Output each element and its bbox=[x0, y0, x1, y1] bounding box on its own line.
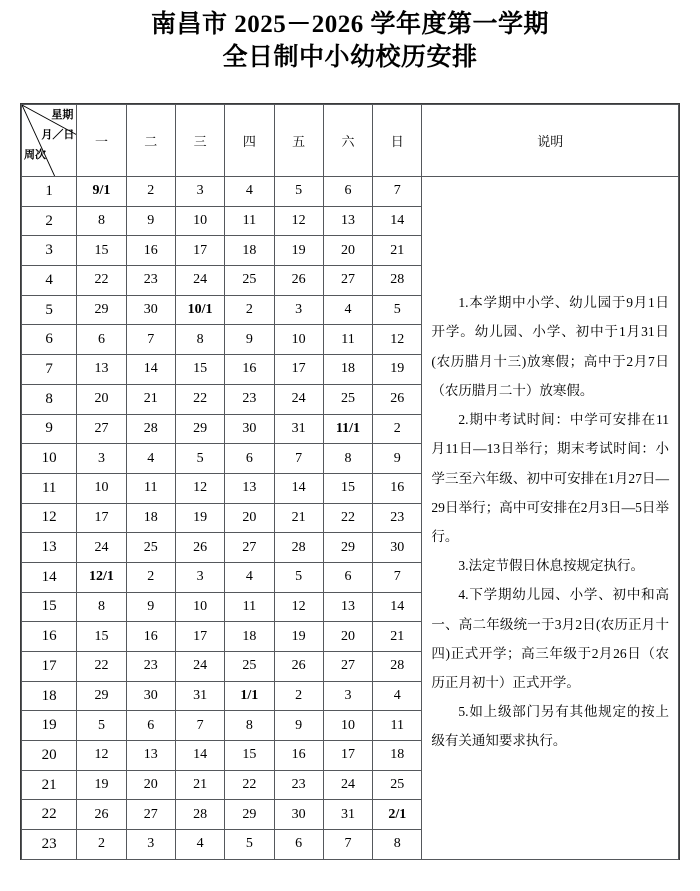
date-cell: 16 bbox=[225, 355, 274, 385]
date-cell: 7 bbox=[373, 562, 422, 592]
calendar-body bbox=[22, 177, 679, 860]
week-number-cell: 17 bbox=[22, 652, 77, 682]
date-cell: 4 bbox=[126, 444, 175, 474]
date-cell: 14 bbox=[126, 355, 175, 385]
week-number-cell: 21 bbox=[22, 770, 77, 800]
week-number-cell: 13 bbox=[22, 533, 77, 563]
date-cell: 6 bbox=[77, 325, 126, 355]
date-cell: 12 bbox=[274, 592, 323, 622]
date-cell: 24 bbox=[175, 652, 224, 682]
date-cell: 4 bbox=[175, 830, 224, 860]
date-cell: 29 bbox=[77, 295, 126, 325]
title-line-1: 南昌市 2025－2026 学年度第一学期 bbox=[150, 11, 549, 38]
date-cell: 12 bbox=[77, 741, 126, 771]
date-cell: 15 bbox=[225, 741, 274, 771]
date-cell: 21 bbox=[274, 503, 323, 533]
date-cell: 7 bbox=[373, 177, 422, 207]
date-cell: 25 bbox=[225, 266, 274, 296]
date-cell: 18 bbox=[225, 622, 274, 652]
week-number-cell: 11 bbox=[22, 473, 77, 503]
week-number-cell: 23 bbox=[22, 830, 77, 860]
date-cell: 3 bbox=[323, 681, 372, 711]
week-number-cell: 2 bbox=[22, 206, 77, 236]
date-cell: 14 bbox=[175, 741, 224, 771]
date-cell: 3 bbox=[175, 177, 224, 207]
date-cell: 30 bbox=[274, 800, 323, 830]
week-number-cell: 16 bbox=[22, 622, 77, 652]
date-cell: 10 bbox=[323, 711, 372, 741]
date-cell: 25 bbox=[126, 533, 175, 563]
date-cell: 27 bbox=[126, 800, 175, 830]
corner-label-monthday: 月／日 bbox=[41, 128, 75, 141]
date-cell: 27 bbox=[225, 533, 274, 563]
date-cell: 8 bbox=[373, 830, 422, 860]
date-cell: 2 bbox=[274, 681, 323, 711]
date-cell: 2 bbox=[126, 562, 175, 592]
date-cell: 23 bbox=[373, 503, 422, 533]
date-cell: 12 bbox=[175, 473, 224, 503]
date-cell: 9 bbox=[225, 325, 274, 355]
date-cell: 24 bbox=[274, 384, 323, 414]
date-cell: 23 bbox=[126, 266, 175, 296]
date-cell-month-start: 9/1 bbox=[77, 177, 126, 207]
date-cell: 21 bbox=[126, 384, 175, 414]
day-header-thu: 四 bbox=[225, 105, 274, 177]
date-cell: 21 bbox=[373, 236, 422, 266]
date-cell: 17 bbox=[175, 622, 224, 652]
date-cell: 6 bbox=[274, 830, 323, 860]
note-paragraph: 3.法定节假日休息按规定执行。 bbox=[458, 558, 645, 574]
date-cell: 9 bbox=[274, 711, 323, 741]
notes-list bbox=[422, 280, 678, 755]
date-cell: 30 bbox=[373, 533, 422, 563]
calendar-table-container bbox=[20, 103, 680, 860]
day-header-wed: 三 bbox=[175, 105, 224, 177]
date-cell: 5 bbox=[274, 562, 323, 592]
date-cell: 25 bbox=[373, 770, 422, 800]
calendar-table bbox=[21, 104, 679, 860]
date-cell: 27 bbox=[323, 652, 372, 682]
corner-label-weeknumber: 周次 bbox=[24, 148, 46, 161]
date-cell: 28 bbox=[274, 533, 323, 563]
date-cell: 4 bbox=[373, 681, 422, 711]
date-cell: 11 bbox=[225, 592, 274, 622]
corner-label-weekday: 星期 bbox=[51, 108, 74, 121]
date-cell: 11 bbox=[373, 711, 422, 741]
table-header-row bbox=[22, 105, 679, 177]
date-cell: 2 bbox=[373, 414, 422, 444]
date-cell: 13 bbox=[126, 741, 175, 771]
week-number-cell: 4 bbox=[22, 266, 77, 296]
date-cell: 21 bbox=[373, 622, 422, 652]
date-cell: 22 bbox=[225, 770, 274, 800]
date-cell: 8 bbox=[175, 325, 224, 355]
date-cell: 8 bbox=[225, 711, 274, 741]
date-cell: 11 bbox=[126, 473, 175, 503]
week-number-cell: 8 bbox=[22, 384, 77, 414]
date-cell: 6 bbox=[126, 711, 175, 741]
date-cell: 20 bbox=[77, 384, 126, 414]
date-cell: 13 bbox=[323, 592, 372, 622]
date-cell: 15 bbox=[77, 622, 126, 652]
date-cell: 19 bbox=[175, 503, 224, 533]
date-cell: 26 bbox=[274, 652, 323, 682]
date-cell: 29 bbox=[175, 414, 224, 444]
date-cell: 13 bbox=[225, 473, 274, 503]
date-cell: 9 bbox=[126, 592, 175, 622]
date-cell: 20 bbox=[323, 236, 372, 266]
week-number-cell: 18 bbox=[22, 681, 77, 711]
date-cell: 5 bbox=[77, 711, 126, 741]
day-header-fri: 五 bbox=[274, 105, 323, 177]
notes-column-header: 说明 bbox=[422, 105, 679, 177]
week-number-cell: 5 bbox=[22, 295, 77, 325]
date-cell-month-start: 2/1 bbox=[373, 800, 422, 830]
date-cell: 14 bbox=[274, 473, 323, 503]
date-cell: 7 bbox=[126, 325, 175, 355]
date-cell: 22 bbox=[77, 266, 126, 296]
date-cell: 20 bbox=[126, 770, 175, 800]
date-cell: 17 bbox=[175, 236, 224, 266]
date-cell: 7 bbox=[274, 444, 323, 474]
date-cell: 18 bbox=[126, 503, 175, 533]
date-cell: 23 bbox=[225, 384, 274, 414]
week-number-cell: 22 bbox=[22, 800, 77, 830]
date-cell: 3 bbox=[175, 562, 224, 592]
date-cell: 6 bbox=[225, 444, 274, 474]
date-cell: 2 bbox=[126, 177, 175, 207]
date-cell: 2 bbox=[77, 830, 126, 860]
date-cell: 15 bbox=[323, 473, 372, 503]
date-cell: 12 bbox=[274, 206, 323, 236]
date-cell: 11 bbox=[225, 206, 274, 236]
date-cell: 8 bbox=[77, 206, 126, 236]
title-line-2: 全日制中小幼校历安排 bbox=[222, 44, 478, 71]
date-cell-month-start: 10/1 bbox=[175, 295, 224, 325]
date-cell: 4 bbox=[225, 562, 274, 592]
date-cell: 8 bbox=[77, 592, 126, 622]
week-number-cell: 6 bbox=[22, 325, 77, 355]
date-cell: 4 bbox=[323, 295, 372, 325]
date-cell: 26 bbox=[175, 533, 224, 563]
date-cell: 10 bbox=[77, 473, 126, 503]
week-number-cell: 15 bbox=[22, 592, 77, 622]
date-cell: 25 bbox=[225, 652, 274, 682]
date-cell: 28 bbox=[126, 414, 175, 444]
date-cell: 26 bbox=[77, 800, 126, 830]
date-cell: 5 bbox=[274, 177, 323, 207]
note-paragraph: 5.如上级部门另有其他规定的按上级有关通知要求执行。 bbox=[431, 704, 669, 749]
date-cell: 9 bbox=[373, 444, 422, 474]
day-header-mon: 一 bbox=[77, 105, 126, 177]
page-title bbox=[0, 8, 700, 74]
date-cell: 3 bbox=[126, 830, 175, 860]
date-cell: 18 bbox=[225, 236, 274, 266]
date-cell: 29 bbox=[323, 533, 372, 563]
date-cell: 16 bbox=[126, 622, 175, 652]
date-cell: 17 bbox=[323, 741, 372, 771]
note-paragraph: 1.本学期中小学、幼儿园于9月1日开学。幼儿园、小学、初中于1月31日(农历腊月十三)放寒假；高中于2月7日（农历腊月二十）放寒假。 bbox=[431, 295, 669, 398]
date-cell: 17 bbox=[274, 355, 323, 385]
date-cell: 28 bbox=[373, 266, 422, 296]
date-cell: 17 bbox=[77, 503, 126, 533]
date-cell: 22 bbox=[175, 384, 224, 414]
date-cell: 6 bbox=[323, 562, 372, 592]
date-cell: 19 bbox=[274, 622, 323, 652]
date-cell: 10 bbox=[274, 325, 323, 355]
week-number-cell: 1 bbox=[22, 177, 77, 207]
date-cell-month-start: 11/1 bbox=[323, 414, 372, 444]
date-cell: 31 bbox=[175, 681, 224, 711]
date-cell: 3 bbox=[77, 444, 126, 474]
date-cell: 23 bbox=[126, 652, 175, 682]
date-cell: 19 bbox=[373, 355, 422, 385]
date-cell: 7 bbox=[323, 830, 372, 860]
header-corner-diagonal-cell bbox=[22, 105, 77, 177]
date-cell: 22 bbox=[323, 503, 372, 533]
date-cell: 15 bbox=[175, 355, 224, 385]
day-header-sun: 日 bbox=[373, 105, 422, 177]
date-cell: 18 bbox=[323, 355, 372, 385]
date-cell: 26 bbox=[274, 266, 323, 296]
date-cell: 30 bbox=[126, 681, 175, 711]
date-cell: 26 bbox=[373, 384, 422, 414]
date-cell: 18 bbox=[373, 741, 422, 771]
date-cell: 30 bbox=[126, 295, 175, 325]
date-cell: 16 bbox=[126, 236, 175, 266]
week-number-cell: 20 bbox=[22, 741, 77, 771]
date-cell: 3 bbox=[274, 295, 323, 325]
week-number-cell: 10 bbox=[22, 444, 77, 474]
week-number-cell: 14 bbox=[22, 562, 77, 592]
date-cell: 5 bbox=[175, 444, 224, 474]
date-cell-month-start: 1/1 bbox=[225, 681, 274, 711]
date-cell: 20 bbox=[225, 503, 274, 533]
date-cell: 5 bbox=[225, 830, 274, 860]
date-cell: 16 bbox=[373, 473, 422, 503]
date-cell: 31 bbox=[274, 414, 323, 444]
date-cell: 20 bbox=[323, 622, 372, 652]
date-cell: 8 bbox=[323, 444, 372, 474]
date-cell: 22 bbox=[77, 652, 126, 682]
week-number-cell: 7 bbox=[22, 355, 77, 385]
date-cell: 10 bbox=[175, 206, 224, 236]
date-cell: 24 bbox=[175, 266, 224, 296]
date-cell: 29 bbox=[225, 800, 274, 830]
day-header-sat: 六 bbox=[323, 105, 372, 177]
note-paragraph: 4.下学期幼儿园、小学、初中和高一、高二年级统一于3月2日(农历正月十四)正式开学；高三年级于2月26日（农历正月初十）正式开学。 bbox=[431, 587, 669, 690]
week-number-cell: 12 bbox=[22, 503, 77, 533]
date-cell: 14 bbox=[373, 592, 422, 622]
date-cell: 24 bbox=[77, 533, 126, 563]
date-cell: 19 bbox=[274, 236, 323, 266]
week-number-cell: 19 bbox=[22, 711, 77, 741]
date-cell: 19 bbox=[77, 770, 126, 800]
week-number-cell: 3 bbox=[22, 236, 77, 266]
date-cell: 12 bbox=[373, 325, 422, 355]
date-cell: 16 bbox=[274, 741, 323, 771]
date-cell: 28 bbox=[373, 652, 422, 682]
date-cell: 11 bbox=[323, 325, 372, 355]
date-cell: 21 bbox=[175, 770, 224, 800]
date-cell: 7 bbox=[175, 711, 224, 741]
note-paragraph: 2.期中考试时间：中学可安排在11月11日—13日举行；期末考试时间：小学三至六年级、初中可安排在1月27日—29日举行；高中可安排在2月3日—5日举行。 bbox=[431, 412, 669, 544]
date-cell: 2 bbox=[225, 295, 274, 325]
day-header-tue: 二 bbox=[126, 105, 175, 177]
date-cell: 10 bbox=[175, 592, 224, 622]
date-cell: 29 bbox=[77, 681, 126, 711]
date-cell: 25 bbox=[323, 384, 372, 414]
date-cell: 30 bbox=[225, 414, 274, 444]
date-cell: 27 bbox=[77, 414, 126, 444]
date-cell: 13 bbox=[77, 355, 126, 385]
table-row bbox=[22, 177, 679, 207]
date-cell: 14 bbox=[373, 206, 422, 236]
date-cell: 9 bbox=[126, 206, 175, 236]
date-cell: 23 bbox=[274, 770, 323, 800]
date-cell: 24 bbox=[323, 770, 372, 800]
notes-cell bbox=[422, 177, 679, 860]
date-cell: 5 bbox=[373, 295, 422, 325]
date-cell: 6 bbox=[323, 177, 372, 207]
date-cell-month-start: 12/1 bbox=[77, 562, 126, 592]
date-cell: 28 bbox=[175, 800, 224, 830]
date-cell: 4 bbox=[225, 177, 274, 207]
week-number-cell: 9 bbox=[22, 414, 77, 444]
date-cell: 13 bbox=[323, 206, 372, 236]
date-cell: 27 bbox=[323, 266, 372, 296]
date-cell: 15 bbox=[77, 236, 126, 266]
date-cell: 31 bbox=[323, 800, 372, 830]
